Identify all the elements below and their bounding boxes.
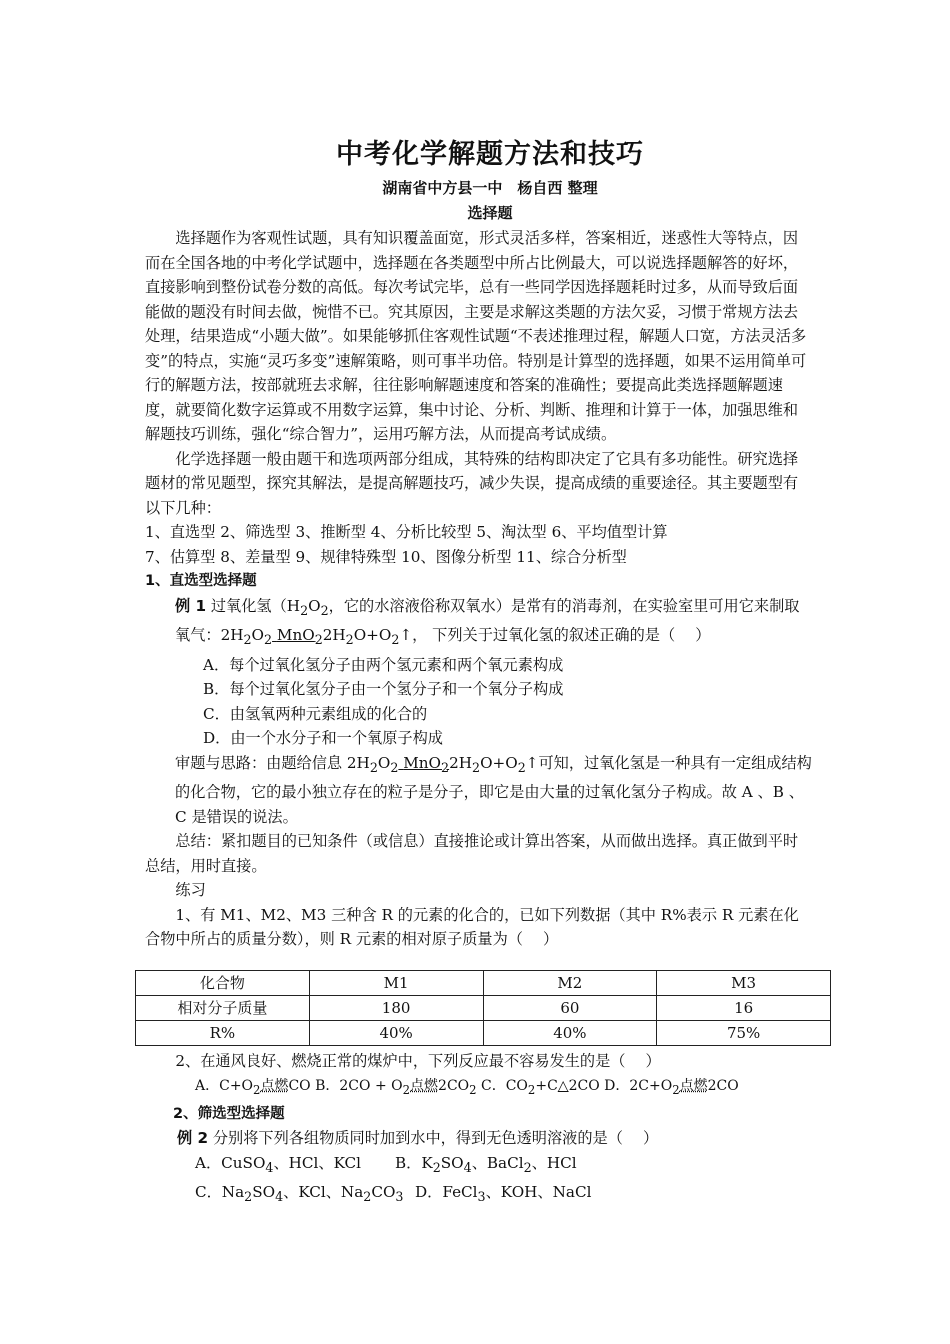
example-1-option-b: B．每个过氧化氢分子由一个氢分子和一个氧分子构成 bbox=[203, 680, 564, 699]
intro-paragraph-2: 化学选择题一般由题干和选项两部分组成，其特殊的结构即决定了它具有多功能性。研究选择题材的常见题型，探究其解法，是提高解题技巧，减少失误，提高成绩的重要途径。其主要题型有以下几种： bbox=[145, 449, 799, 517]
table-header-row bbox=[136, 971, 831, 996]
summary-paragraph: 总结：紧扣题目的已知条件（或信息）直接推论或计算出答案，从而做出选择。真正做到平时总结，用时直接。 bbox=[145, 832, 799, 875]
practice-question-1: 1、有 M1、M2、M3 三种含 R 的元素的化合的，已如下列数据（其中 R%表示 R 元素在化合物中所占的质量分数），则 R 元素的相对原子质量为（ ） bbox=[145, 905, 799, 949]
table-header-cell: 化合物 bbox=[136, 971, 310, 996]
table-header-cell: M2 bbox=[483, 971, 657, 996]
page-title: 中考化学解题方法和技巧 bbox=[336, 139, 644, 170]
heading-direct-type: 1、直选型选择题 bbox=[145, 573, 257, 589]
types-line-1: 1、直选型 2、筛选型 3、推断型 4、分析比较型 5、淘汰型 6、平均值型计算 bbox=[145, 523, 668, 541]
table-cell: 40% bbox=[309, 1021, 483, 1046]
practice-label: 练习 bbox=[175, 881, 206, 900]
document-body bbox=[145, 226, 813, 952]
data-table bbox=[135, 970, 831, 1046]
table-cell: R% bbox=[136, 1021, 310, 1046]
practice-question-2: 2、在通风良好、燃烧正常的煤炉中，下列反应最不容易发生的是（ ） bbox=[175, 1052, 661, 1070]
heading-screen-type: 2、筛选型选择题 bbox=[173, 1105, 285, 1122]
example-1-option-d: D．由一个水分子和一个氧原子构成 bbox=[203, 729, 443, 748]
analysis-paragraph: 审题与思路：由题给信息 $2H_2O_2$ $MnO_22H_2O+O_2↑$可知，过氧化氢是一种具有一定组成结构的化合物，它的最小独立存在的粒子是分子，即它是由大量的过氧化氢分子构成。故 A 、B 、C 是错误的说法。 bbox=[175, 753, 812, 826]
example-2-options-row-2: C．$Na_2SO_4$、KCl、$Na_2CO_3$ D．FeCl$_3$、KOH、NaCl bbox=[195, 1183, 592, 1205]
types-line-2: 7、估算型 8、差量型 9、规律特殊型 10、图像分析型 11、综合分析型 bbox=[145, 547, 627, 566]
example-1-option-c: C．由氢氧两种元素组成的化合的 bbox=[203, 704, 428, 723]
table-cell: 60 bbox=[483, 996, 657, 1021]
table-header-cell: M1 bbox=[309, 971, 483, 996]
intro-paragraph-1: 选择题作为客观性试题，具有知识覆盖面宽，形式灵活多样，答案相近，迷惑性大等特点，因而在全国各地的中考化学试题中，选择题在各类题型中所占比例最大，可以说选择题解答的好坏，直接影响到整份试卷分数的高低。每次考试完毕，总有一些同学因选择题耗时过多，从而导致后面能做的题没有时间去做，惋惜不已。究其原因，主要是求解这类题的方法欠妥，习惯于常规方法去处理，结果造成“小题大做”。如果能够抓住客观性试题“不表述推理过程，解题人口宽，方法灵活多变”的特点，实施“灵巧多变”速解策略，则可事半功倍。特别是计算型的选择题，如果不运用简单可行的解题方法，按部就班去求解，往往影响解题速度和答案的准确性；要提高此类选择题解题速度，就要简化数字运算或不用数字运算，集中讨论、分析、判断、推理和计算于一体，加强思维和解题技巧训练，强化“综合智力”，运用巧解方法，从而提高考试成绩。 bbox=[145, 229, 807, 443]
table-cell: 相对分子质量 bbox=[136, 996, 310, 1021]
section-heading: 选择题 bbox=[467, 204, 513, 222]
practice-question-2-options: A．$C+O_2$点燃CO B．$2CO + O_2$点燃$2CO_2$ C．$CO_2+C\triangle 2CO$ D．$2C+O_2$点燃2CO bbox=[195, 1077, 739, 1097]
example-1-label: 例 1 bbox=[175, 596, 207, 615]
catalyst-label: MnO$_2$ bbox=[276, 626, 323, 648]
table-cell: 75% bbox=[657, 1021, 831, 1046]
table-row bbox=[136, 996, 831, 1021]
table-row bbox=[136, 1021, 831, 1046]
table-cell: 180 bbox=[309, 996, 483, 1021]
example-2: 例 2 分别将下列各组物质同时加到水中，得到无色透明溶液的是（ ） bbox=[177, 1129, 659, 1148]
table-header-cell: M3 bbox=[657, 971, 831, 996]
table-cell: 40% bbox=[483, 1021, 657, 1046]
table-cell: 16 bbox=[657, 996, 831, 1021]
example-1-option-a: A．每个过氧化氢分子由两个氢元素和两个氧元素构成 bbox=[203, 655, 564, 674]
example-1: 例 1 过氧化氢（$H_2O_2$，它的水溶液俗称双氧水）是常有的消毒剂，在实验室里可用它来制取氧气：$2H_2O_2$ $MnO_22H_2O+O_2↑$， 下列关于过氧化氢的叙述正确的是（ ） bbox=[175, 596, 800, 648]
example-2-options-row-1: A．CuSO$_4$、HCl、KCl B．$K_2SO_4$、BaCl$_2$、HCl bbox=[195, 1153, 577, 1175]
document-body-lower bbox=[145, 1049, 813, 1210]
author-line: 湖南省中方县一中 杨自西 整理 bbox=[382, 179, 598, 197]
